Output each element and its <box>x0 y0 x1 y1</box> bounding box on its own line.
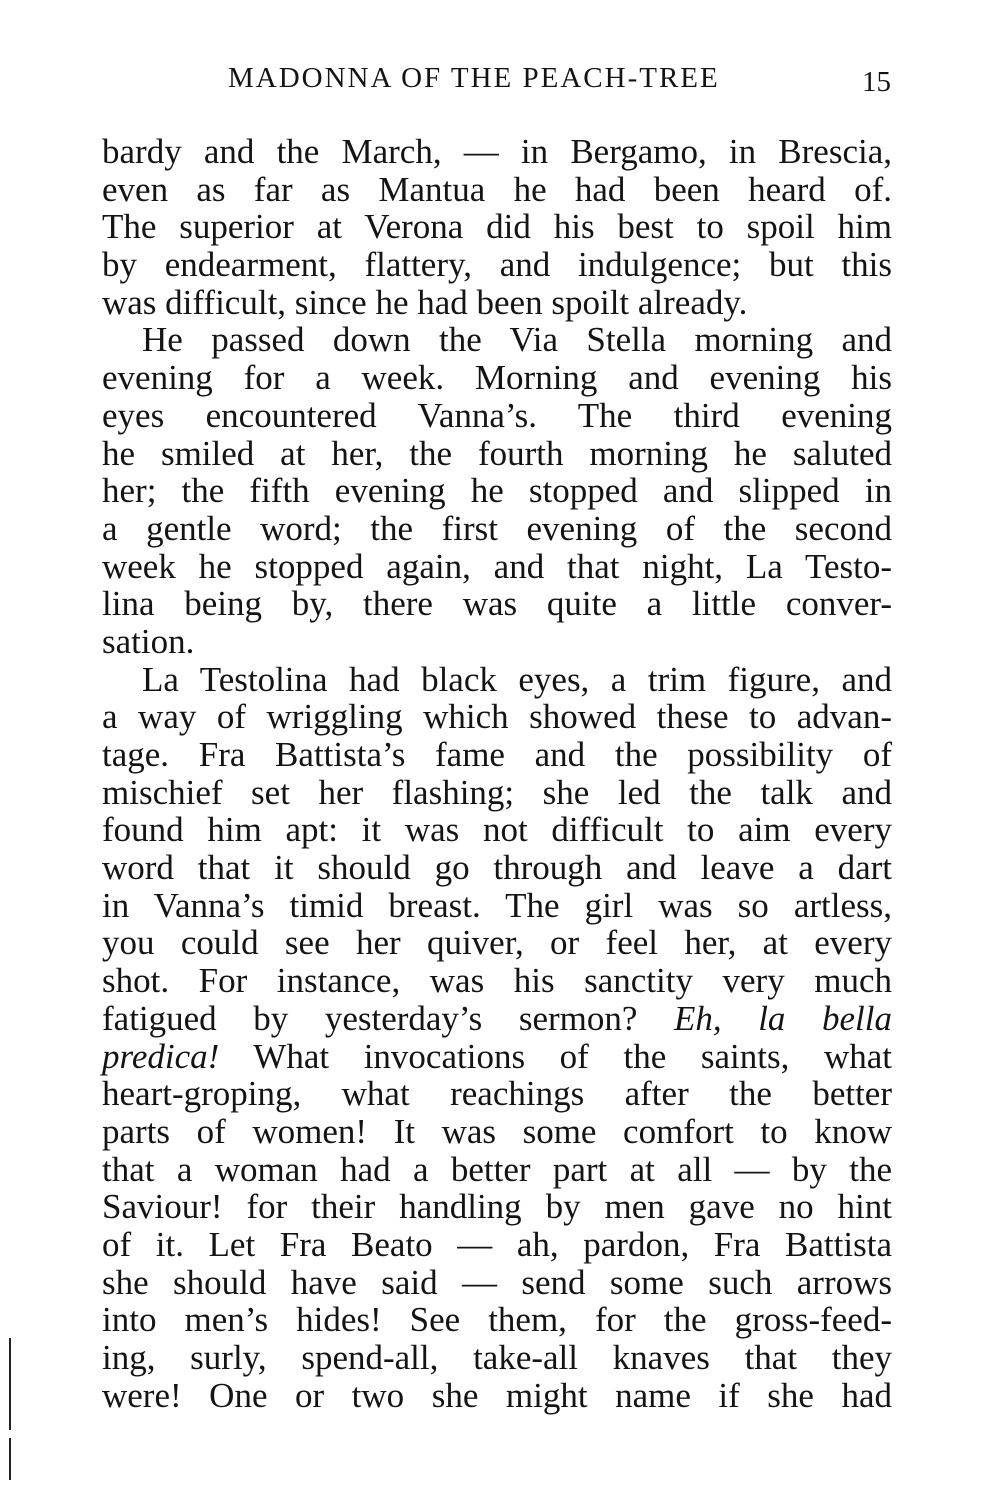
text-line: tage. Fra Battista’s fame and the possibility of <box>102 735 892 774</box>
text-line: word that it should go through and leave a dart <box>102 848 892 888</box>
text-line: in Vanna’s timid breast. The girl was so artless, <box>102 885 892 925</box>
paragraph-first-line: La Testolina had black eyes, a trim figure, and <box>142 659 892 699</box>
text-segment: What invocations of the saints, what <box>253 1036 892 1076</box>
text-line: were! One or two she might name if she had <box>102 1375 892 1415</box>
text-line: that a woman had a better part at all — by the <box>102 1149 892 1189</box>
text-line: even as far as Mantua he had been heard of. <box>102 169 892 209</box>
scan-margin-line <box>9 1338 11 1430</box>
text-line: shot. For instance, was his sanctity very much <box>102 961 892 1001</box>
paragraph-first-line: He passed down the Via Stella morning and <box>142 320 892 360</box>
text-line: of it. Let Fra Beato — ah, pardon, Fra Battista <box>102 1224 892 1264</box>
text-line: heart-groping, what reachings after the better <box>102 1074 892 1114</box>
text-line: a gentle word; the first evening of the second <box>102 508 892 548</box>
text-line: lina being by, there was quite a little conver- <box>102 584 892 624</box>
text-segment: fatigued by yesterday’s sermon? <box>102 998 638 1038</box>
text-line: a way of wriggling which showed these to advan- <box>102 697 892 737</box>
text-line: ing, surly, spend-all, take-all knaves that they <box>102 1338 892 1377</box>
running-title: MADONNA OF THE PEACH-TREE <box>228 62 720 94</box>
text-line: eyes encountered Vanna’s. The third evening <box>102 395 892 435</box>
text-line: she should have said — send some such arrows <box>102 1262 892 1302</box>
text-line: The superior at Verona did his best to spoil him <box>102 207 892 247</box>
text-line: mischief set her flashing; she led the talk and <box>102 772 892 812</box>
page-number: 15 <box>862 66 891 98</box>
text-line: into men’s hides! See them, for the gross-feed- <box>102 1300 892 1340</box>
italic-phrase: Eh, la bella <box>674 998 892 1038</box>
running-header <box>0 62 1000 102</box>
text-line: Saviour! for their handling by men gave no hint <box>102 1187 892 1227</box>
text-line: parts of women! It was some comfort to know <box>102 1111 892 1151</box>
text-line: was difficult, since he had been spoilt already. <box>102 282 748 322</box>
text-line: week he stopped again, and that night, La Testo- <box>102 546 892 586</box>
text-line: found him apt: it was not difficult to aim every <box>102 810 892 850</box>
text-line: he smiled at her, the fourth morning he saluted <box>102 433 892 473</box>
italic-phrase: predica! <box>102 1036 220 1076</box>
text-line-italic-end <box>102 1000 892 1038</box>
text-line-italic-start <box>102 1038 892 1076</box>
body-text <box>102 133 892 1414</box>
text-line: by endearment, flattery, and indulgence; but this <box>102 245 892 285</box>
text-line: bardy and the March, — in Bergamo, in Brescia, <box>102 132 892 171</box>
text-line: evening for a week. Morning and evening his <box>102 358 892 398</box>
text-line: sation. <box>102 621 195 661</box>
text-line: her; the fifth evening he stopped and slipped in <box>102 471 892 511</box>
scan-margin-line <box>9 1438 11 1480</box>
text-line: you could see her quiver, or feel her, at every <box>102 923 892 963</box>
